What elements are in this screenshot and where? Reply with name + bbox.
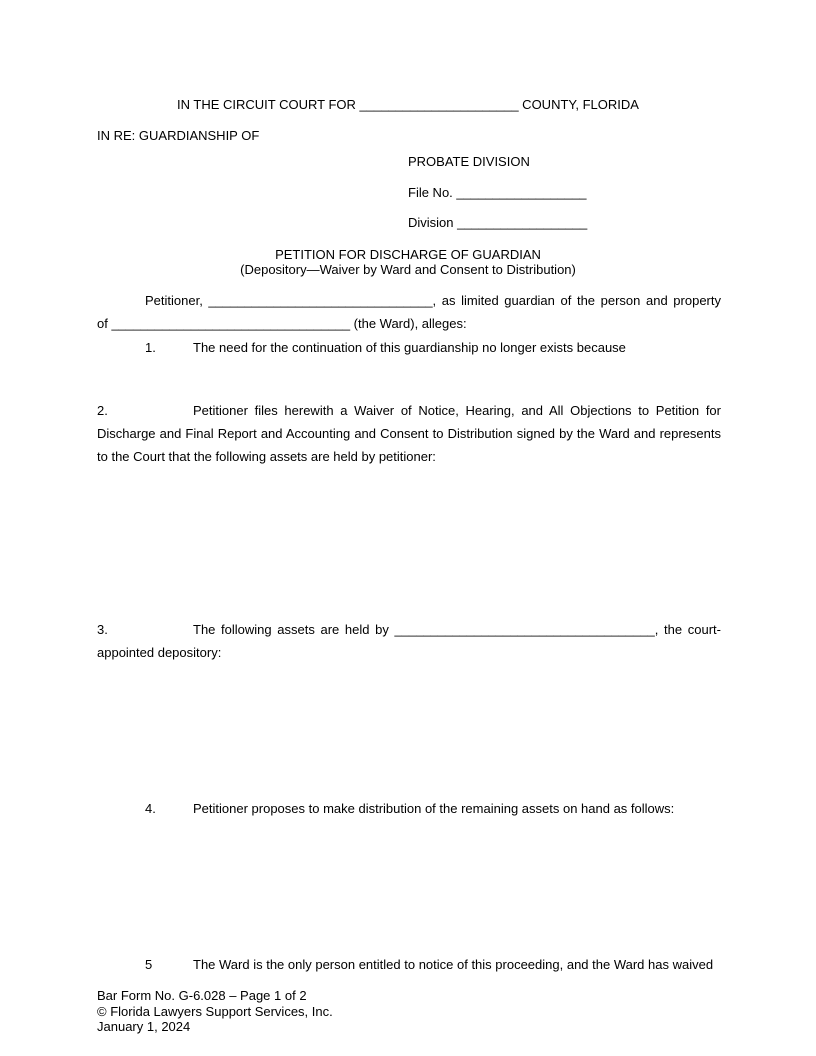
item-5-number: 5 bbox=[145, 957, 153, 972]
probate-division-label: PROBATE DIVISION bbox=[408, 154, 530, 169]
item-3-line-2: appointed depository: bbox=[97, 645, 222, 660]
item-4-text: Petitioner proposes to make distribution of the remaining assets on hand as follows: bbox=[193, 801, 675, 816]
item-3-line-1 bbox=[97, 618, 721, 641]
intro-line-1: Petitioner, _______________________________, as limited guardian of the person and property bbox=[145, 293, 721, 308]
item-3-line-1-text: The following assets are held by ____________________________________, the court- bbox=[193, 622, 721, 637]
item-2-number: 2. bbox=[97, 403, 108, 418]
page-footer bbox=[97, 988, 333, 1035]
item-2-line-1-text: Petitioner files herewith a Waiver of Notice, Hearing, and All Objections to Petition for bbox=[193, 403, 721, 418]
item-4-number: 4. bbox=[145, 801, 156, 816]
footer-copyright: © Florida Lawyers Support Services, Inc. bbox=[97, 1003, 333, 1019]
item-3-paragraph bbox=[97, 618, 721, 664]
item-2-paragraph bbox=[97, 399, 721, 468]
item-1-number: 1. bbox=[145, 340, 156, 355]
intro-line-2: of _________________________________ (the Ward), alleges: bbox=[97, 316, 467, 331]
in-re-caption: IN RE: GUARDIANSHIP OF bbox=[97, 128, 260, 143]
document-title: PETITION FOR DISCHARGE OF GUARDIAN bbox=[275, 247, 541, 262]
document-subtitle: (Depository—Waiver by Ward and Consent to Distribution) bbox=[240, 262, 576, 277]
division-line: Division __________________ bbox=[408, 215, 588, 230]
item-2-line-1 bbox=[97, 399, 721, 422]
file-number-line: File No. __________________ bbox=[408, 185, 587, 200]
item-5-text: The Ward is the only person entitled to notice of this proceeding, and the Ward has waived bbox=[193, 957, 714, 972]
item-3-number: 3. bbox=[97, 622, 108, 637]
item-2-line-2: Discharge and Final Report and Accounting and Consent to Distribution signed by the Ward and represents bbox=[97, 426, 721, 441]
footer-date: January 1, 2024 bbox=[97, 1019, 191, 1034]
footer-form-number: Bar Form No. G-6.028 – Page 1 of 2 bbox=[97, 988, 307, 1003]
item-1-text: The need for the continuation of this guardianship no longer exists because bbox=[193, 340, 626, 355]
item-2-line-3: to the Court that the following assets are held by petitioner: bbox=[97, 449, 436, 464]
court-heading: IN THE CIRCUIT COURT FOR ______________________ COUNTY, FLORIDA bbox=[177, 97, 639, 112]
intro-paragraph bbox=[97, 289, 721, 335]
